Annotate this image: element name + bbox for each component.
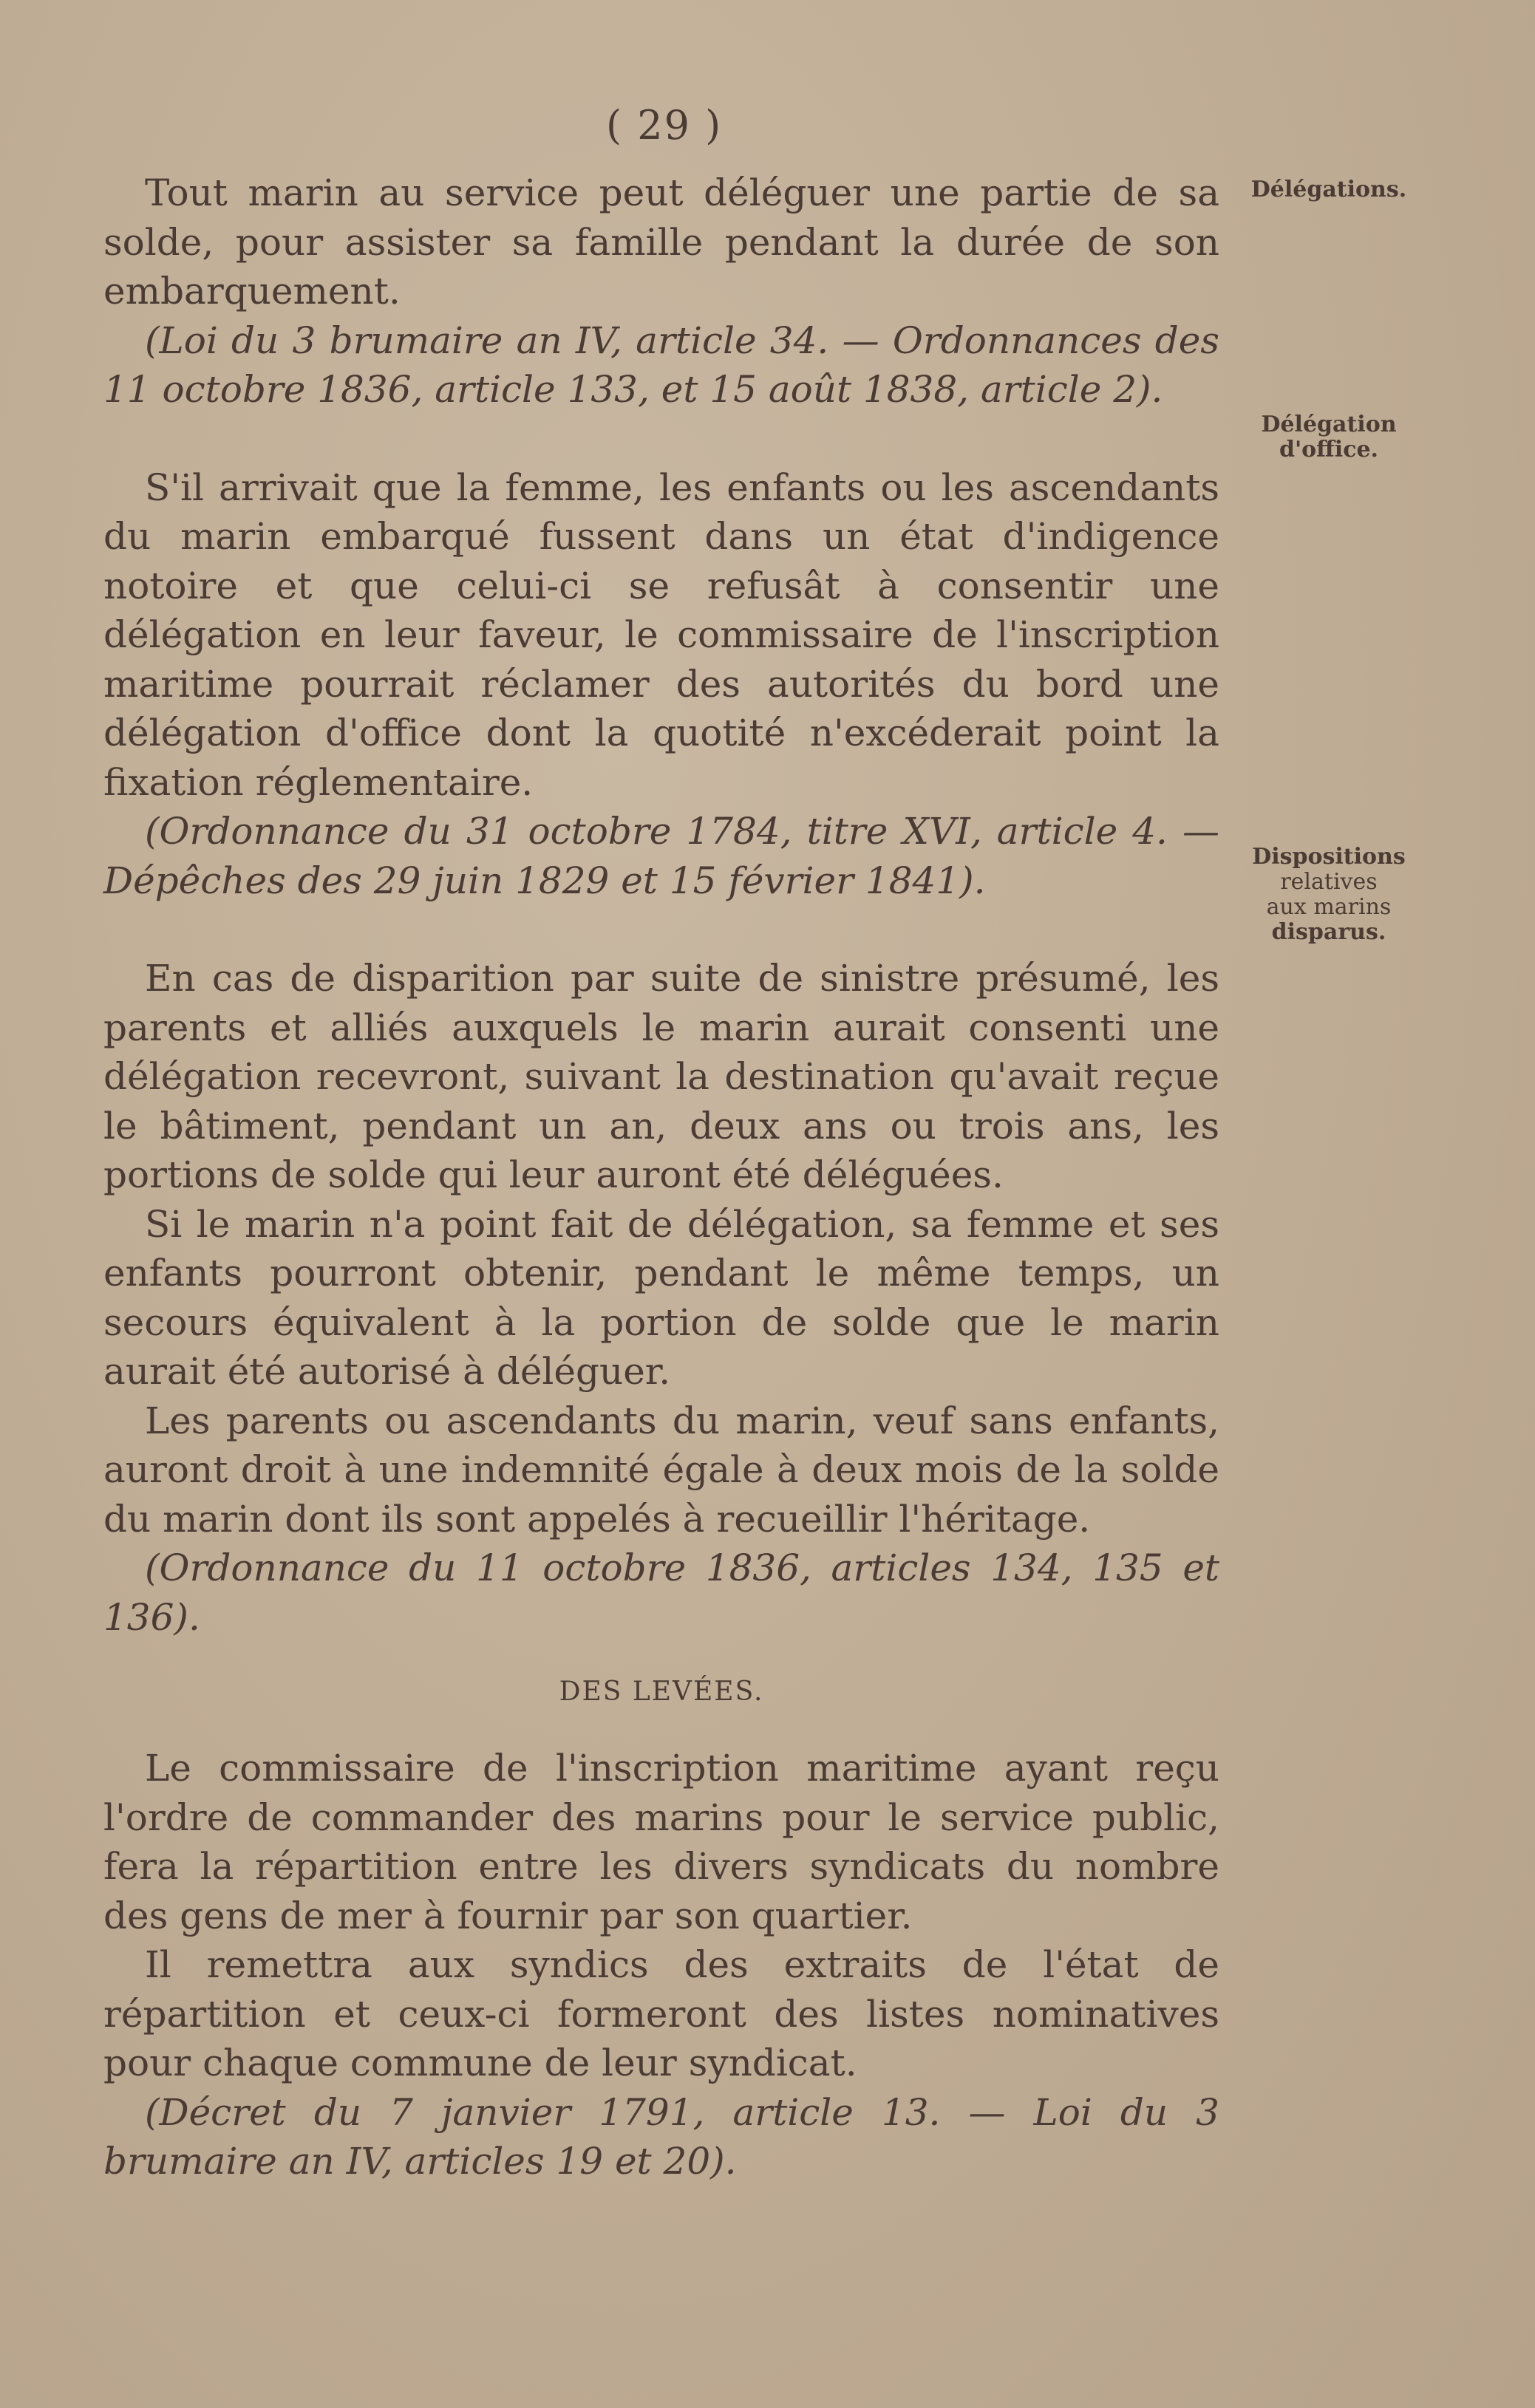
citation-levees: (Décret du 7 janvier 1791, article 13. — Loi du 3 brumaire an IV, articles 19 et 20). [103, 2090, 1219, 2183]
section-gap [103, 905, 1219, 954]
page-number: ( 29 ) [606, 102, 723, 149]
section-heading-levees: DES LEVÉES. [559, 1677, 764, 1707]
margin-note-line: relatives [1280, 869, 1378, 895]
margin-note-dispositions [1240, 845, 1417, 945]
margin-note-line: disparus. [1271, 919, 1386, 945]
margin-note-delegations [1240, 177, 1417, 202]
paragraph-levees-2: Il remettra aux syndics des extraits de l'état de répartition et ceux-ci formeront des listes nominatives pour chaque commune de leur syndicat. [103, 1943, 1219, 2084]
citation-delegations: (Loi du 3 brumaire an IV, article 34. — Ordonnances des 11 octobre 1836, article 133, et 15 août 1838, article 2). [103, 318, 1219, 411]
paragraph-delegation-office: S'il arrivait que la femme, les enfants ou les ascendants du marin embarqué fussent dans un état d'indigence notoire et que celui-ci se refusât à consentir une délégation en leur faveur, le commissaire de l'inscription maritime pourrait réclamer des autorités du bord une délégation d'office dont la quotité n'excéderait point la fixation réglementaire. [103, 465, 1219, 804]
margin-note-line: aux marins [1266, 894, 1392, 920]
paragraph-levees-1: Le commissaire de l'inscription maritime ayant reçu l'ordre de commander des marins pour le service public, fera la répartition entre les divers syndicats du nombre des gens de mer à fournir par son quartier. [103, 1747, 1219, 1937]
main-text [103, 168, 1219, 2186]
citation-delegation-office: (Ordonnance du 31 octobre 1784, titre XVI, article 4. — Dépêches des 29 juin 1829 et 15 février 1841). [103, 810, 1219, 902]
margin-note-line: Délégations. [1250, 177, 1407, 202]
citation-disparus: (Ordonnance du 11 octobre 1836, articles 134, 135 et 136). [103, 1546, 1219, 1639]
section-gap [103, 415, 1219, 463]
paragraph-disparus-3: Les parents ou ascendants du marin, veuf sans enfants, auront droit à une indemnité égale à deux mois de la solde du marin dont ils sont appelés à recueillir l'héritage. [103, 1399, 1219, 1541]
margin-note-line: Dispositions [1252, 844, 1406, 870]
paragraph-disparus-1: En cas de disparition par suite de sinistre présumé, les parents et alliés auxquels le marin aurait consenti une délégation recevront, suivant la destination qu'avait reçue le bâtiment, pendant un an, deux ans ou trois ans, les portions de solde qui leur auront été déléguées. [103, 957, 1219, 1196]
paragraph-disparus-2: Si le marin n'a point fait de délégation, sa femme et ses enfants pourront obtenir, pendant le même temps, un secours équivalent à la portion de solde que le marin aurait été autorisé à déléguer. [103, 1202, 1219, 1393]
paragraph-delegations: Tout marin au service peut déléguer une partie de sa solde, pour assister sa famille pendant la durée de son embarquement. [103, 171, 1219, 313]
margin-note-line: d'office. [1279, 437, 1378, 463]
margin-note-line: Délégation [1261, 412, 1397, 437]
margin-note-delegation-office [1240, 412, 1417, 463]
